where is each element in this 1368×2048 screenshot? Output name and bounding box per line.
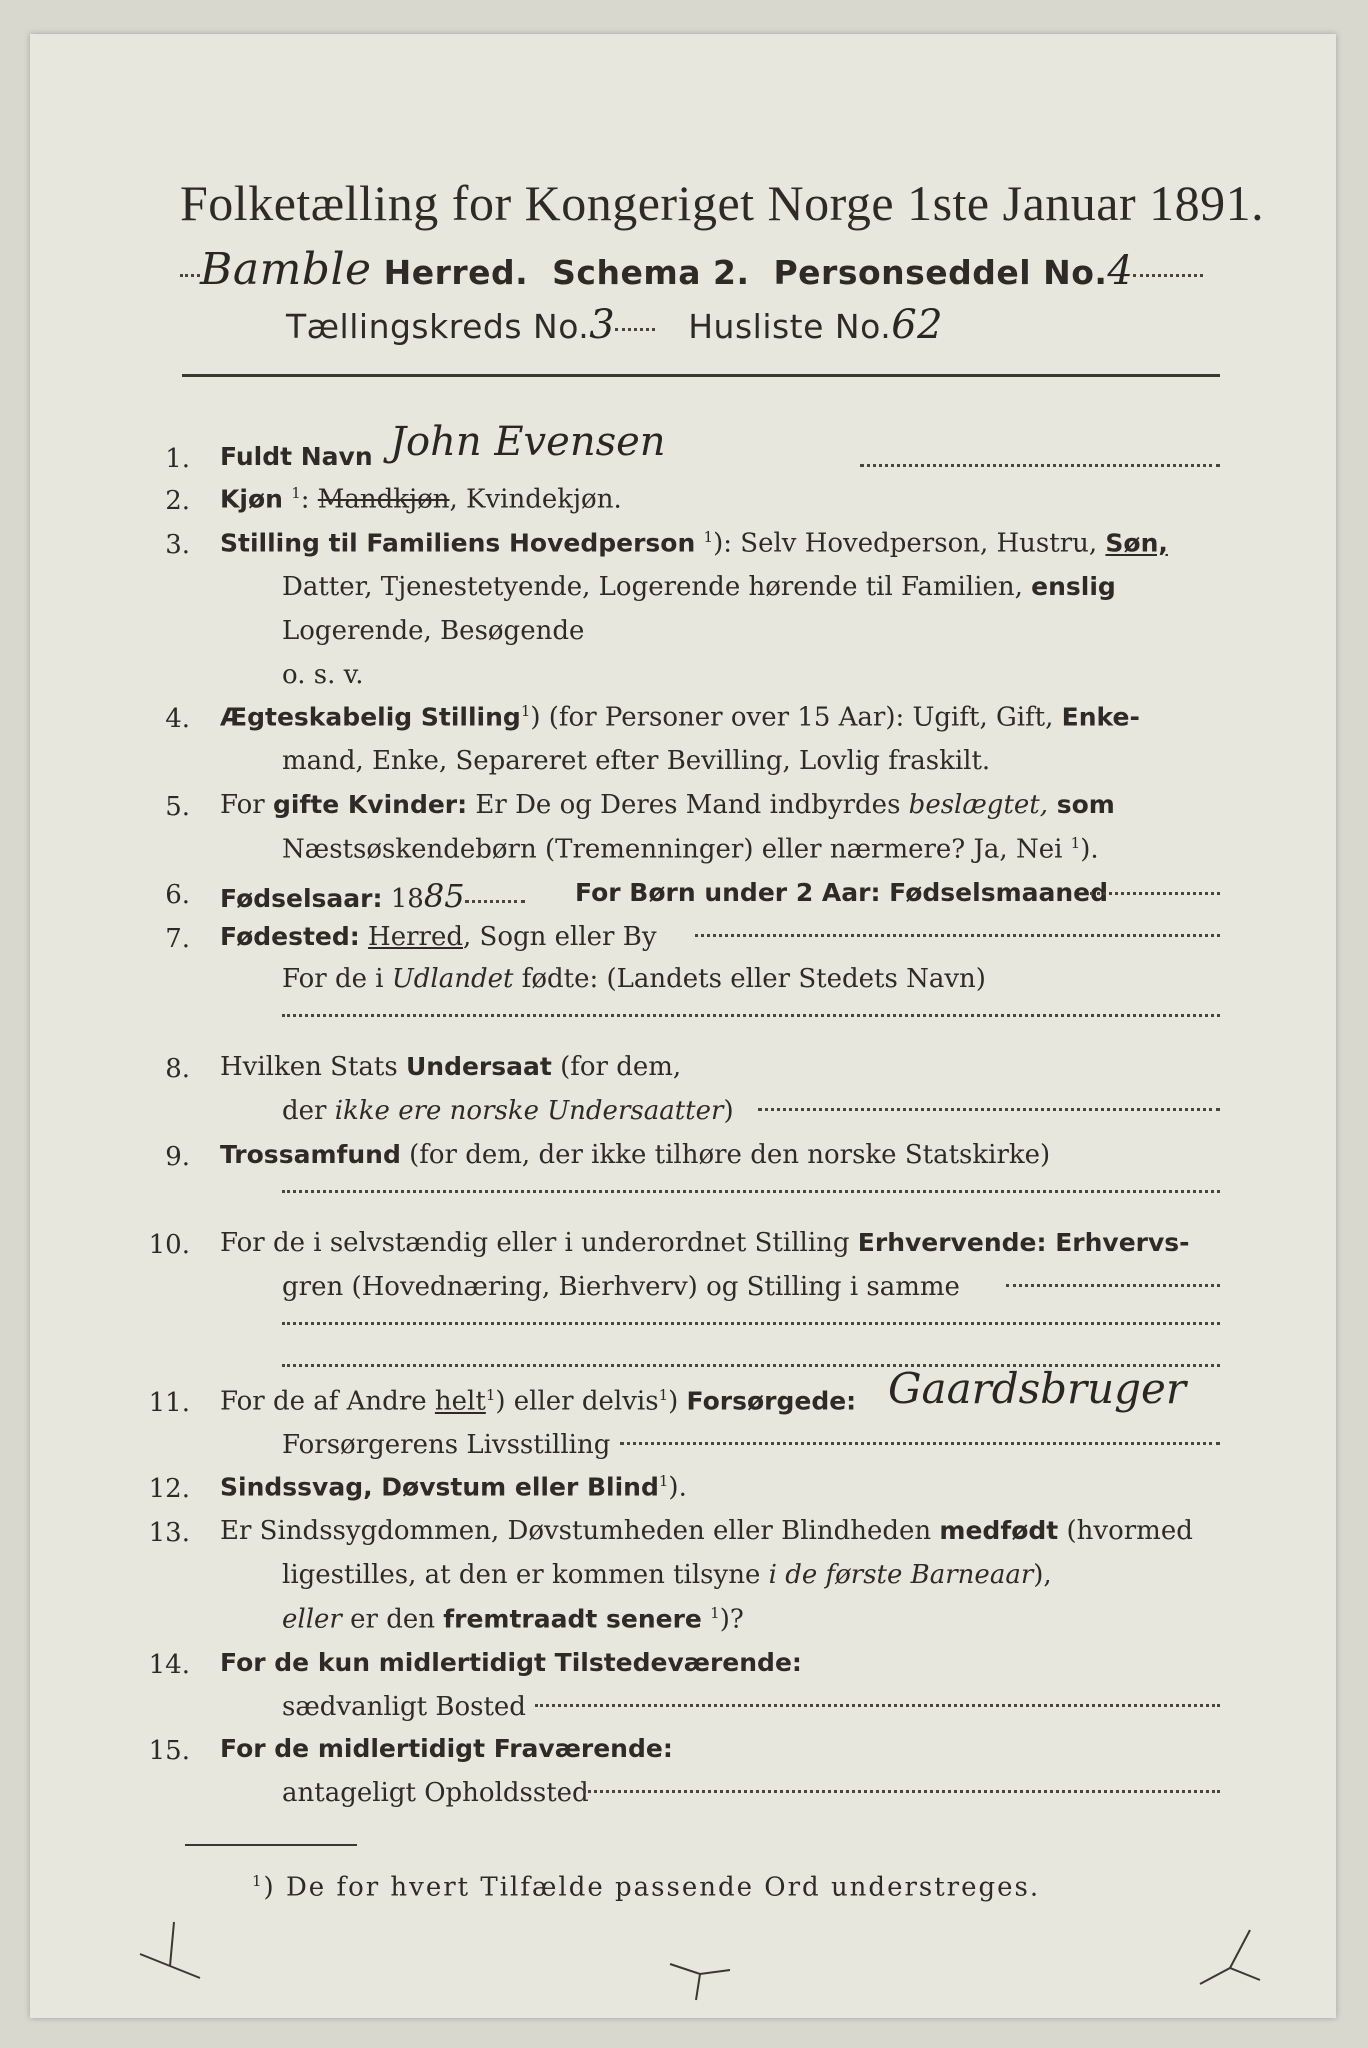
dotted-leader <box>758 1108 1220 1111</box>
birthplace-line-1: Fødested: Herred, Sogn eller By <box>220 922 657 952</box>
occupation-line-1: For de i selvstændig eller i underordnet Stilling Erhvervende: Erhvervs- <box>220 1228 1190 1258</box>
dotted-leader <box>1006 1284 1220 1287</box>
support-line-1: For de af Andre helt$^1$) eller delvis$^1$) Forsørgede: <box>220 1386 857 1417</box>
item-number: 15. <box>148 1736 190 1766</box>
family-position-line-4: o. s. v. <box>282 660 364 690</box>
herred-value: Bamble <box>200 244 372 295</box>
item-number: 6. <box>165 880 190 910</box>
sex-line: Kjøn $^1$: Mandkjøn, Kvindekjøn. <box>220 484 622 515</box>
selected-son: Søn, <box>1105 528 1168 558</box>
item-number: 11. <box>148 1388 190 1418</box>
citizenship-line-2: der ikke ere norske Undersaatter) <box>282 1096 734 1126</box>
probable-residence-label: antageligt Opholdssted <box>282 1778 589 1808</box>
item-number: 9. <box>165 1142 190 1172</box>
dotted-leader <box>282 1190 1220 1193</box>
occupation-line-2: gren (Hovednæring, Bierhverv) og Stilling i samme <box>282 1272 960 1302</box>
stray-mark-left <box>130 1914 210 1984</box>
item-number: 8. <box>165 1054 190 1084</box>
form-title: Folketælling for Kongeriget Norge 1ste Januar 1891. <box>180 175 1265 231</box>
full-name-value: John Evensen <box>390 419 666 465</box>
married-women-line-1: For gifte Kvinder: Er De og Deres Mand indbyrdes beslægtet, som <box>220 790 1115 820</box>
marital-status-line-1: Ægteskabelig Stilling$^1$) (for Personer over 15 Aar): Ugift, Gift, Enke- <box>220 702 1140 733</box>
congenital-line-2: ligestilles, at den er kommen tilsyne i de første Barneaar), <box>282 1560 1052 1590</box>
congenital-line-3: eller er den fremtraadt senere $^1$)? <box>282 1604 744 1635</box>
dotted-leader <box>583 1790 1220 1793</box>
dotted-leader <box>1090 892 1220 895</box>
husliste-label: Husliste No. <box>688 307 892 346</box>
item-number: 14. <box>148 1650 190 1680</box>
congenital-line-1: Er Sindssygdommen, Døvstumheden eller Blindheden medfødt (hvormed <box>220 1516 1193 1546</box>
stray-mark-center <box>660 1934 740 2004</box>
item-number: 12. <box>148 1474 190 1504</box>
footnote: $^1$) De for hvert Tilfælde passende Ord understreges. <box>252 1872 1041 1903</box>
dotted-leader <box>860 464 1220 467</box>
taellingskreds-label: Tællingskreds No. <box>286 307 590 346</box>
married-women-line-2: Næstsøskendebørn (Tremenninger) eller nærmere? Ja, Nei $^1$). <box>282 834 1099 865</box>
family-position-line-3: Logerende, Besøgende <box>282 616 585 646</box>
religion-line: Trossamfund (for dem, der ikke tilhøre den norske Statskirke) <box>220 1140 1051 1170</box>
family-position-line-1: Stilling til Familiens Hovedperson $^1$): Selv Hovedperson, Hustru, Søn, <box>220 528 1168 559</box>
birth-month-label: For Børn under 2 Aar: Fødselsmaaned <box>575 878 1109 907</box>
birth-year-line: Fødselsaar: 1885 <box>220 880 525 912</box>
disability-line: Sindssvag, Døvstum eller Blind$^1$). <box>220 1472 687 1503</box>
support-line-2: Forsørgerens Livsstilling <box>282 1430 611 1460</box>
item-number: 7. <box>165 924 190 954</box>
taellingskreds-value: 3 <box>589 302 616 348</box>
herred-row <box>180 244 1203 295</box>
temporary-present-label: For de kun midlertidigt Tilstedeværende: <box>220 1648 802 1677</box>
dotted-leader <box>615 326 655 331</box>
schema-label: Schema 2. <box>552 253 750 292</box>
family-position-line-2: Datter, Tjenestetyende, Logerende hørende til Familien, enslig <box>282 572 1116 602</box>
item-number: 4. <box>165 704 190 734</box>
item-number: 10. <box>148 1230 190 1260</box>
dotted-leader <box>180 272 200 277</box>
husliste-value: 62 <box>891 302 944 348</box>
full-name-label: Fuldt Navn <box>220 442 373 471</box>
header-rule <box>182 374 1220 377</box>
item-number: 13. <box>148 1518 190 1548</box>
citizenship-line-1: Hvilken Stats Undersaat (for dem, <box>220 1052 682 1082</box>
support-option-helt: helt <box>434 1386 486 1417</box>
supporter-occupation-value: Gaardsbruger <box>888 1364 1186 1413</box>
temporary-absent-label: For de midlertidigt Fraværende: <box>220 1734 673 1763</box>
dotted-leader <box>1133 272 1203 277</box>
taellingskreds-row <box>286 302 943 348</box>
dotted-leader <box>535 1704 1220 1707</box>
dotted-leader <box>282 1014 1220 1017</box>
dotted-leader <box>620 1442 1220 1445</box>
marital-status-line-2: mand, Enke, Separeret efter Bevilling, Lovlig fraskilt. <box>282 746 991 776</box>
dotted-leader <box>695 934 1220 937</box>
personseddel-value: 4 <box>1107 248 1134 294</box>
usual-residence-label: sædvanligt Bosted <box>282 1692 526 1722</box>
dotted-leader <box>282 1322 1220 1325</box>
herred-label: Herred. <box>383 253 529 292</box>
item-number: 5. <box>165 792 190 822</box>
census-form-sheet <box>30 34 1336 2018</box>
birthplace-option-herred: Herred <box>368 922 463 952</box>
birth-year-value: 85 <box>423 877 465 915</box>
birthplace-line-2: For de i Udlandet fødte: (Landets eller Stedets Navn) <box>282 964 986 994</box>
item-number: 1. <box>165 444 190 474</box>
personseddel-label: Personseddel No. <box>773 253 1108 292</box>
item-number: 2. <box>165 486 190 516</box>
item-number: 3. <box>165 530 190 560</box>
stray-mark-right <box>1190 1924 1270 1994</box>
dotted-leader <box>465 898 525 903</box>
footnote-rule <box>185 1844 357 1846</box>
sex-option-male: Mandkjøn <box>317 484 450 515</box>
